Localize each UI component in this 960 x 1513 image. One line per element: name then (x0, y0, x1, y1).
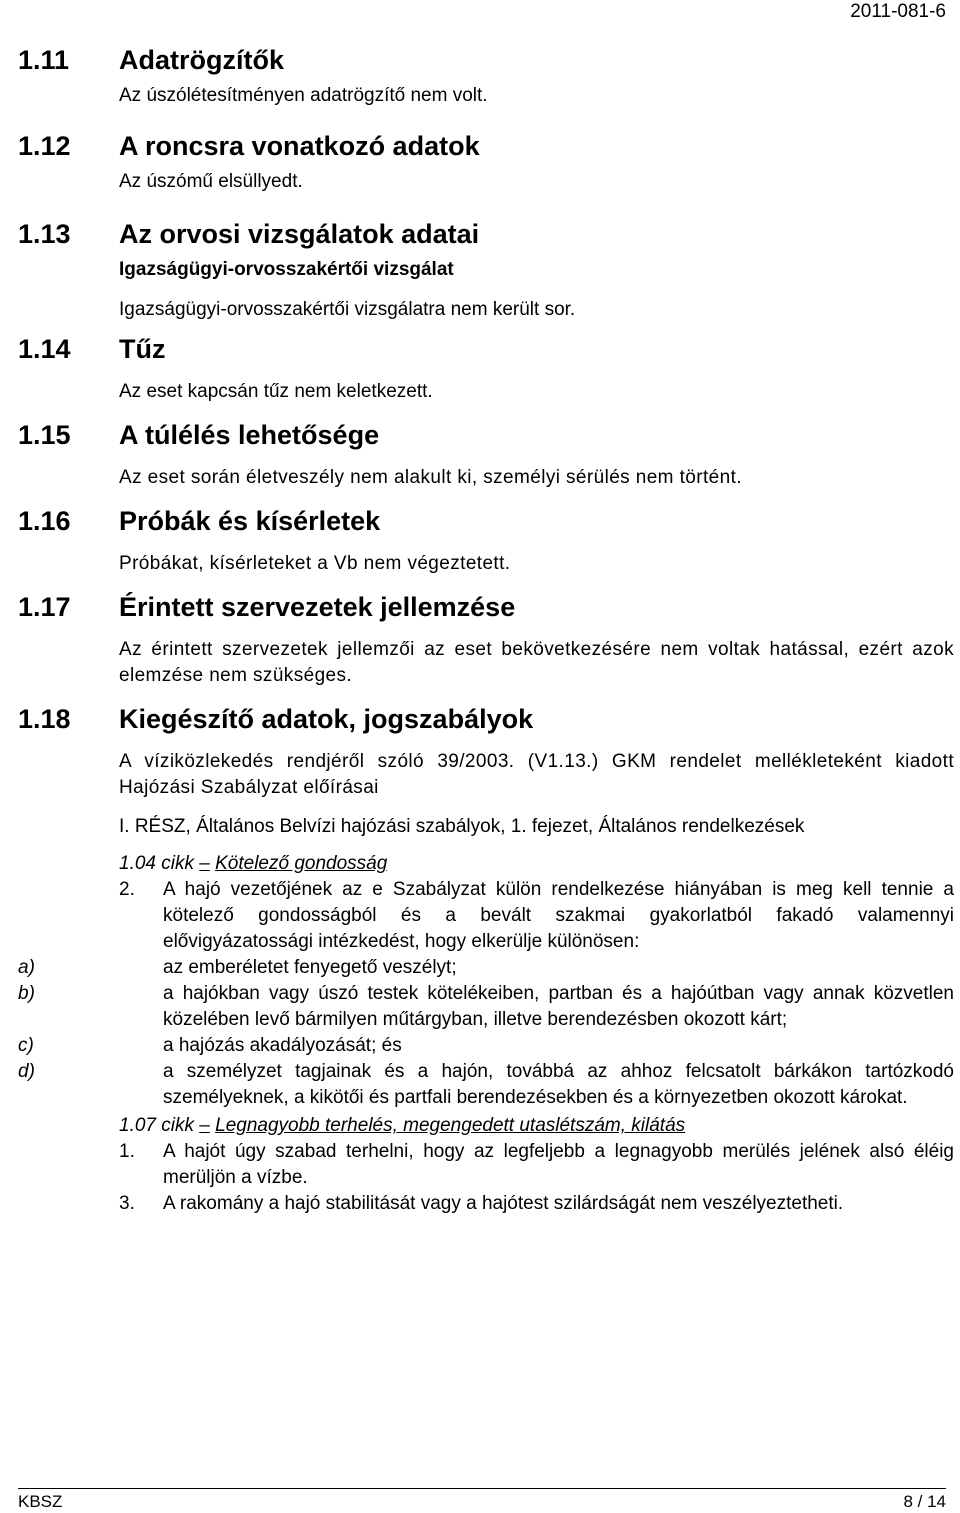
article-dash: – (199, 853, 210, 874)
list-item (18, 1059, 954, 1111)
section-title: Kiegészítő adatok, jogszabályok (119, 704, 534, 734)
section-text: Az érintett szervezetek jellemzői az eset bekövetkezésére nem voltak hatással, ezért azok elemzése nem szükséges. (119, 639, 954, 686)
section-title: A roncsra vonatkozó adatok (119, 131, 480, 161)
section-heading (18, 591, 954, 623)
section-number: 1.12 (18, 131, 71, 161)
footer-organization: KBSZ (18, 1492, 63, 1511)
section-text: Az úszómű elsüllyedt. (119, 171, 303, 192)
section-1-12 (18, 130, 954, 195)
section-1-14 (18, 333, 954, 405)
list-marker: 3. (119, 1193, 135, 1214)
list-item (119, 877, 954, 955)
list-marker: d) (18, 1061, 35, 1082)
section-text: Az eset során életveszély nem alakult ki, személyi sérülés nem történt. (119, 467, 742, 488)
article-items (119, 1139, 954, 1217)
regulation-intro: A víziközlekedés rendjéről szóló 39/2003. (V1.13.) GKM rendelet mellékleteként kiadott Hajózási Szabályzat előírásai (119, 751, 954, 798)
section-heading (18, 130, 954, 162)
list-text: A hajó vezetőjének az e Szabályzat külön rendelkezése hiányában is meg kell tennie a kötelező gondosságból és a bevált szakmai gyakorlatból fakadó valamennyi elővigyázatossági intézkedést, hogy elkerülje különösen: (163, 879, 954, 952)
section-1-17 (18, 591, 954, 689)
section-text: Az eset kapcsán tűz nem keletkezett. (119, 381, 433, 402)
article-number: 1.04 cikk (119, 853, 194, 874)
list-text: a személyzet tagjainak és a hajón, továbbá az ahhoz felcsatolt bárkákon tartózkodó személyeknek, a kikötői és partfali berendezésekben és a környezetben okozott károkat. (163, 1061, 954, 1108)
article-heading (119, 851, 954, 877)
section-number: 1.13 (18, 219, 71, 249)
section-subheading: Igazságügyi-orvosszakértői vizsgálat (119, 259, 454, 280)
section-title: Érintett szervezetek jellemzése (119, 592, 516, 622)
section-1-16 (18, 505, 954, 577)
section-1-15 (18, 419, 954, 491)
page-content (18, 44, 954, 1217)
list-item (18, 955, 954, 981)
article-dash: – (199, 1115, 210, 1136)
list-item (119, 1139, 954, 1191)
section-1-13 (18, 218, 954, 323)
list-item (18, 981, 954, 1033)
list-marker: 2. (119, 879, 135, 900)
list-text: A hajót úgy szabad terhelni, hogy az legfeljebb a legnagyobb merülés jelének alsó éléig merüljön a vízbe. (163, 1141, 954, 1188)
section-heading (18, 333, 954, 365)
article-title: Kötelező gondosság (215, 853, 388, 874)
section-heading (18, 419, 954, 451)
section-heading (18, 44, 954, 76)
list-marker: c) (18, 1035, 34, 1056)
section-title: Az orvosi vizsgálatok adatai (119, 219, 480, 249)
article-number: 1.07 cikk (119, 1115, 194, 1136)
article-items (119, 877, 954, 955)
article-heading (119, 1113, 954, 1139)
list-text: A rakomány a hajó stabilitását vagy a hajótest szilárdságát nem veszélyeztetheti. (163, 1193, 844, 1214)
page-number: 8 / 14 (903, 1492, 946, 1511)
regulation-part: I. RÉSZ, Általános Belvízi hajózási szabályok, 1. fejezet, Általános rendelkezések (119, 816, 805, 837)
section-text: Igazságügyi-orvosszakértői vizsgálatra nem került sor. (119, 299, 576, 320)
section-number: 1.11 (18, 45, 70, 75)
section-text: Az úszólétesítményen adatrögzítő nem volt. (119, 85, 488, 106)
section-heading (18, 703, 954, 735)
list-marker: a) (18, 957, 35, 978)
list-text: a hajókban vagy úszó testek kötelékeiben, partban és a hajóútban vagy annak közvetlen közelében levő bármilyen műtárgyban, illetve berendezésben okozott kárt; (163, 983, 954, 1030)
page-footer (18, 1488, 946, 1513)
section-1-18 (18, 703, 954, 1217)
section-number: 1.18 (18, 704, 71, 734)
section-heading (18, 218, 954, 250)
section-heading (18, 505, 954, 537)
list-text: a hajózás akadályozását; és (163, 1035, 402, 1056)
section-title: Próbák és kísérletek (119, 506, 381, 536)
section-title: Tűz (119, 334, 166, 364)
list-item (119, 1191, 954, 1217)
section-1-11 (18, 44, 954, 109)
section-number: 1.17 (18, 592, 71, 622)
article-title: Legnagyobb terhelés, megengedett utaslétszám, kilátás (215, 1115, 686, 1136)
section-number: 1.15 (18, 420, 71, 450)
section-number: 1.14 (18, 334, 71, 364)
section-text: Próbákat, kísérleteket a Vb nem végeztetett. (119, 553, 511, 574)
list-marker: b) (18, 983, 35, 1004)
article-subitems (18, 955, 954, 1111)
document-id: 2011-081-6 (850, 1, 946, 22)
section-title: Adatrögzítők (119, 45, 284, 75)
list-item (18, 1033, 954, 1059)
list-marker: 1. (119, 1141, 135, 1162)
section-title: A túlélés lehetősége (119, 420, 380, 450)
section-number: 1.16 (18, 506, 71, 536)
list-text: az emberéletet fenyegető veszélyt; (163, 957, 457, 978)
